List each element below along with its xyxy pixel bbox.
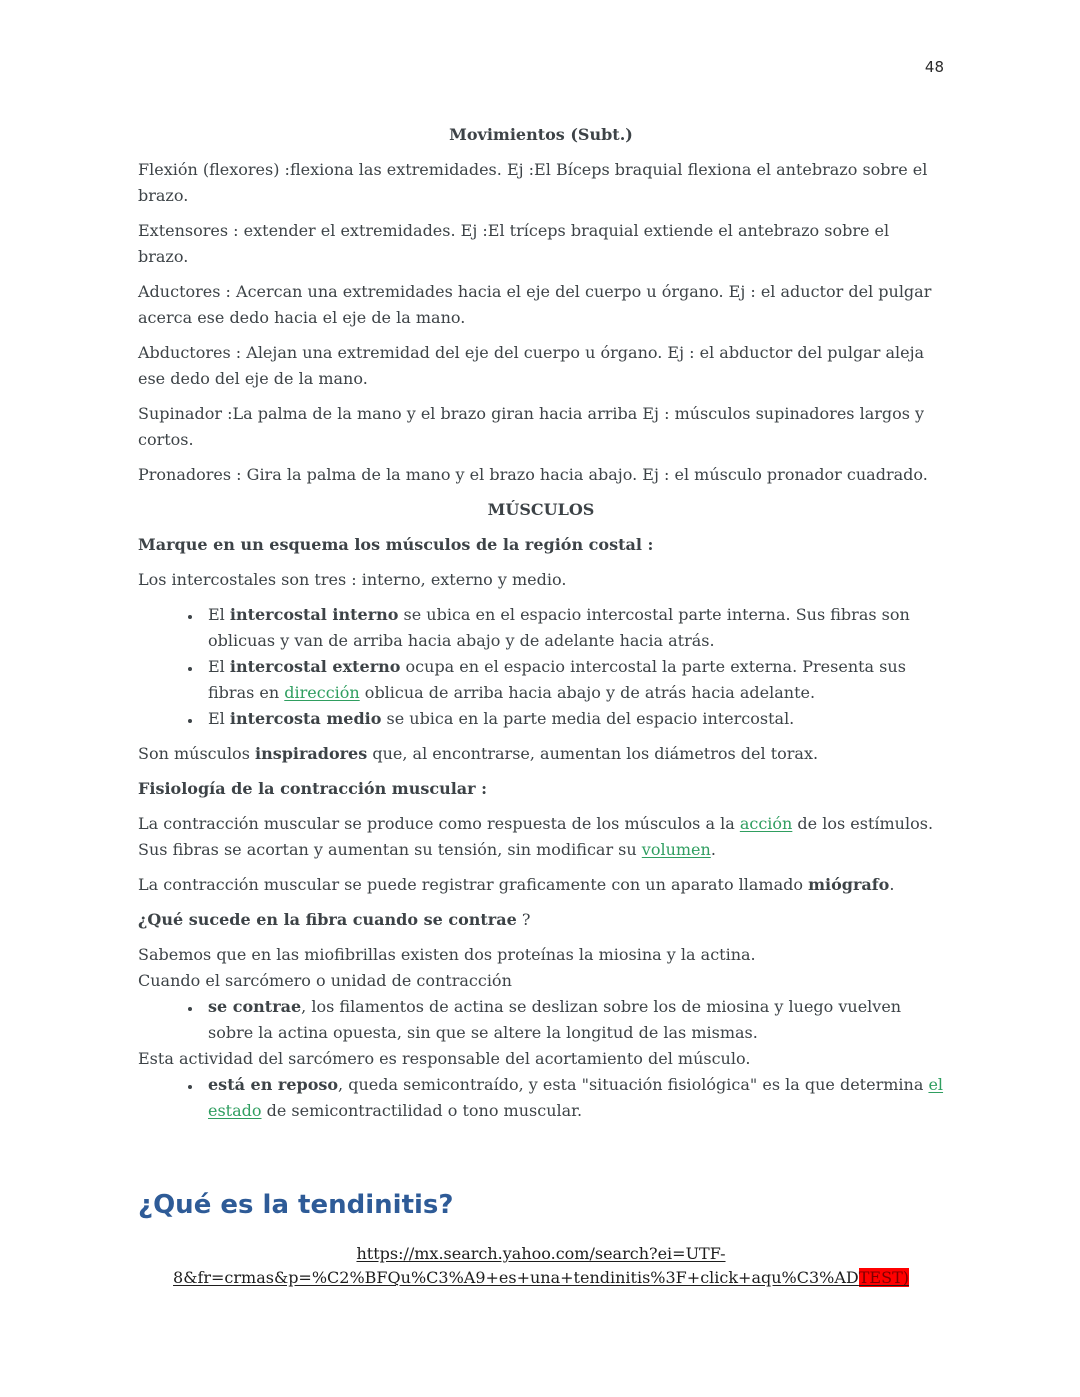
- text-run: 8&fr=crmas&p=%C2%BFQu%C3%A9+es+una+tendinitis%3F+click+aqu%C3%AD: [173, 1268, 859, 1287]
- text-run: Son músculos: [138, 744, 255, 763]
- text-run: Marque en un esquema los músculos de la región costal :: [138, 535, 654, 554]
- document-content: [138, 122, 944, 1290]
- text-run: Sabemos que en las miofibrillas existen dos proteínas la miosina y la actina.: [138, 945, 756, 964]
- text-run: ¿Qué es la tendinitis?: [138, 1190, 454, 1220]
- text-run: https://mx.search.yahoo.com/search?ei=UTF-: [356, 1244, 726, 1263]
- url-link[interactable]: [173, 1244, 909, 1287]
- text-run: Abductores : Alejan una extremidad del eje del cuerpo u órgano. Ej : el abductor del pulgar aleja ese dedo del eje de la mano.: [138, 343, 925, 388]
- text-run: Extensores : extender el extremidades. Ej :El tríceps braquial extiende el antebrazo sobre el brazo.: [138, 221, 890, 266]
- text-run: El: [208, 657, 230, 676]
- para-esta-actividad: [138, 1046, 944, 1072]
- para-supinador: [138, 401, 944, 453]
- text-run: ?: [516, 910, 531, 929]
- text-run: intercostal externo: [229, 657, 401, 676]
- para-miografo: [138, 872, 944, 898]
- text-run: oblicua de arriba hacia abajo y de atrás hacia adelante.: [359, 683, 816, 702]
- text-run: intercostal interno: [229, 605, 399, 624]
- text-run: de los estímulos. Sus fibras se acortan y aumentan su tensión, sin modificar su: [138, 814, 934, 859]
- text-run: Esta actividad del sarcómero es responsable del acortamiento del músculo.: [138, 1049, 751, 1068]
- inline-link[interactable]: volumen: [641, 840, 711, 859]
- text-run: .: [889, 875, 895, 894]
- text-run: Flexión (flexores) :flexiona las extremidades. Ej :El Bíceps braquial flexiona el antebrazo sobre el brazo.: [138, 160, 928, 205]
- para-flexion: [138, 157, 944, 209]
- text-run: se ubica en la parte media del espacio intercostal.: [381, 709, 795, 728]
- text-run: Supinador :La palma de la mano y el brazo giran hacia arriba Ej : músculos supinadores largos y cortos.: [138, 404, 925, 449]
- list-item: [202, 602, 944, 654]
- text-run: ocupa en el espacio intercostal la parte externa. Presenta sus fibras en: [208, 657, 906, 702]
- list-reposo: [138, 1072, 944, 1124]
- list-intercostales: [138, 602, 944, 732]
- para-extensores: [138, 218, 944, 270]
- search-url: [138, 1242, 944, 1290]
- inline-link[interactable]: dirección: [284, 683, 360, 702]
- text-run: de semicontractilidad o tono muscular.: [261, 1101, 583, 1120]
- text-run: La contracción muscular se puede registrar graficamente con un aparato llamado: [138, 875, 809, 894]
- text-run: inspiradores: [254, 744, 368, 763]
- heading-tendinitis: [138, 1188, 944, 1222]
- text-run: MÚSCULOS: [487, 500, 595, 519]
- para-contraccion-respuesta: [138, 811, 944, 863]
- para-aductores: [138, 279, 944, 331]
- text-run: Aductores : Acercan una extremidades hacia el eje del cuerpo u órgano. Ej : el aductor del pulgar acerca ese dedo hacia el eje de la mano.: [138, 282, 932, 327]
- text-run: Los intercostales son tres : interno, externo y medio.: [138, 570, 567, 589]
- list-item: [202, 1072, 944, 1124]
- text-run: El: [208, 605, 230, 624]
- list-item: [202, 706, 944, 732]
- text-run: .: [710, 840, 716, 859]
- text-run: Pronadores : Gira la palma de la mano y el brazo hacia abajo. Ej : el músculo pronador cuadrado.: [138, 465, 928, 484]
- para-pronadores: [138, 462, 944, 488]
- para-intercostales: [138, 567, 944, 593]
- text-run: Cuando el sarcómero o unidad de contracción: [138, 971, 512, 990]
- text-run: , los filamentos de actina se deslizan sobre los de miosina y luego vuelven sobre la actina opuesta, sin que se altere la longitud de las mismas.: [208, 997, 902, 1042]
- heading-musculos: [138, 497, 944, 523]
- para-inspiradores: [138, 741, 944, 767]
- text-run: ¿Qué sucede en la fibra cuando se contrae: [138, 910, 517, 929]
- subtitle-movimientos: [138, 122, 944, 148]
- inline-link[interactable]: acción: [739, 814, 793, 833]
- heading-que-sucede: [138, 907, 944, 933]
- text-run: intercosta medio: [229, 709, 382, 728]
- text-run: se ubica en el espacio intercostal parte interna. Sus fibras son oblicuas y van de arriba hacia abajo y de adelante hacia atrás.: [208, 605, 910, 650]
- text-run: , queda semicontraído, y esta "situación fisiológica" es la que determina: [338, 1075, 929, 1094]
- list-item: [202, 654, 944, 706]
- para-abductores: [138, 340, 944, 392]
- page-number: 48: [924, 58, 944, 76]
- text-run: se contrae: [208, 997, 302, 1016]
- text-run: Movimientos (Subt.): [449, 125, 633, 144]
- heading-marque: [138, 532, 944, 558]
- text-run: miógrafo: [808, 875, 890, 894]
- list-se-contrae: [138, 994, 944, 1046]
- heading-fisiologia: [138, 776, 944, 802]
- text-run: Fisiología de la contracción muscular :: [138, 779, 488, 798]
- text-run: está en reposo: [208, 1075, 339, 1094]
- text-run: La contracción muscular se produce como respuesta de los músculos a la: [138, 814, 740, 833]
- highlighted-text: TEST): [858, 1268, 909, 1287]
- inline-link[interactable]: el estado: [208, 1075, 944, 1120]
- list-item: [202, 994, 944, 1046]
- text-run: El: [208, 709, 230, 728]
- para-sabemos: [138, 942, 944, 994]
- text-run: que, al encontrarse, aumentan los diámetros del torax.: [367, 744, 819, 763]
